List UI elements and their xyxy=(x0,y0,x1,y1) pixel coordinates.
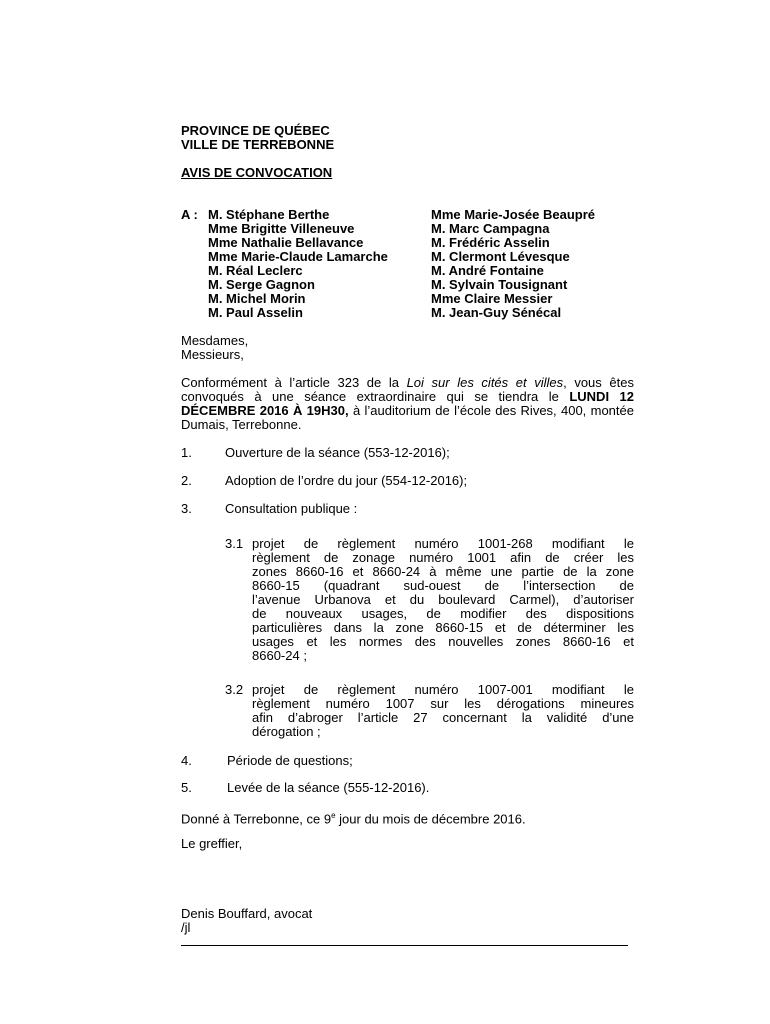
province-heading: PROVINCE DE QUÉBEC xyxy=(181,123,330,138)
subitem-text xyxy=(252,537,634,663)
subitem-line: dérogation ; xyxy=(252,724,321,739)
recipient: Mme Nathalie Bellavance xyxy=(208,235,364,250)
agenda-number: 5. xyxy=(181,780,192,795)
agenda-item: Adoption de l’ordre du jour (554-12-2016); xyxy=(225,473,468,488)
recipients-left-column xyxy=(208,208,388,320)
salutation-line: Mesdames, xyxy=(181,333,249,348)
agenda-item: Levée de la séance (555-12-2016). xyxy=(227,780,430,795)
recipients-prefix: A : xyxy=(181,207,198,222)
subitem-line: 8660-15 (quadrant sud-ouest de l’intersection de xyxy=(252,578,634,593)
subitem-text xyxy=(252,683,634,739)
salutation-line: Messieurs, xyxy=(181,347,244,362)
agenda-item: Consultation publique : xyxy=(225,501,358,516)
intro-text: Conformément à l’article 323 de la xyxy=(181,375,399,390)
agenda-number: 2. xyxy=(181,473,192,488)
subitem-line: règlement de zonage numéro 1001 afin de créer les xyxy=(252,550,634,565)
recipient: M. Jean-Guy Sénécal xyxy=(431,305,562,320)
recipient: M. Michel Morin xyxy=(208,291,306,306)
signer-name: Denis Bouffard, avocat xyxy=(181,906,313,921)
city-heading: VILLE DE TERREBONNE xyxy=(181,137,335,152)
agenda-number: 1. xyxy=(181,445,192,460)
given-at-text: Donné à Terrebonne, ce 9 xyxy=(181,811,332,827)
subitem-line: zones 8660-16 et 8660-24 à même une partie de la zone xyxy=(252,564,634,579)
meeting-date: LUNDI 12 DÉCEMBRE 2016 À 19H30, xyxy=(181,389,634,418)
subitem-line: l’avenue Urbanova et du boulevard Carmel), d’autoriser xyxy=(252,592,634,607)
recipient: M. Paul Asselin xyxy=(208,305,303,320)
subitem-line: projet de règlement numéro 1007-001 modifiant le xyxy=(252,682,634,697)
recipients-right-column xyxy=(431,208,595,320)
agenda-item: Ouverture de la séance (553-12-2016); xyxy=(225,445,450,460)
given-at-text: jour du mois de décembre 2016. xyxy=(335,811,526,827)
subitem-line: 8660-24 ; xyxy=(252,648,307,663)
recipient: Mme Marie-Josée Beaupré xyxy=(431,207,596,222)
intro-text: , vous êtes convoqués à une séance extraordinaire qui se tiendra le xyxy=(181,375,634,404)
recipient: Mme Claire Messier xyxy=(431,291,553,306)
intro-paragraph xyxy=(181,376,634,432)
recipient: Mme Marie-Claude Lamarche xyxy=(208,249,388,264)
recipient: M. Réal Leclerc xyxy=(208,263,303,278)
intro-text: à l’auditorium de l’école des Rives, 400, montée Dumais, Terrebonne. xyxy=(181,403,634,432)
subitem-line: usages et les normes des nouvelles zones 8660-16 et xyxy=(252,634,634,649)
typist-initials: /jl xyxy=(181,920,191,935)
document-title: AVIS DE CONVOCATION xyxy=(181,165,333,180)
recipient: M. Frédéric Asselin xyxy=(431,235,550,250)
agenda-number: 3. xyxy=(181,501,192,516)
recipient: M. Stéphane Berthe xyxy=(208,207,330,222)
subitem-line: de nouveaux usages, de modifier des dispositions xyxy=(252,606,634,621)
recipient: M. Clermont Lévesque xyxy=(431,249,570,264)
subitem-line: particulières dans la zone 8660-15 et de déterminer les xyxy=(252,620,634,635)
agenda-item: Période de questions; xyxy=(227,753,353,768)
subitem-line: afin d’abroger l’article 27 concernant la validité d’une xyxy=(252,710,634,725)
recipient: M. Sylvain Tousignant xyxy=(431,277,568,292)
subitem-line: règlement numéro 1007 sur les dérogations mineures xyxy=(252,696,634,711)
given-at-line xyxy=(181,809,526,826)
agenda-number: 4. xyxy=(181,753,192,768)
recipient: M. André Fontaine xyxy=(431,263,544,278)
subitem-number: 3.1 xyxy=(225,536,244,551)
subitem-number: 3.2 xyxy=(225,682,244,697)
subitem-line: projet de règlement numéro 1001-268 modifiant le xyxy=(252,536,634,551)
footer-rule xyxy=(181,945,628,946)
clerk-title: Le greffier, xyxy=(181,836,243,851)
recipient: Mme Brigitte Villeneuve xyxy=(208,221,355,236)
recipient: M. Marc Campagna xyxy=(431,221,550,236)
recipient: M. Serge Gagnon xyxy=(208,277,315,292)
law-title: Loi sur les cités et villes xyxy=(406,375,564,390)
ordinal-suffix: e xyxy=(331,811,336,820)
